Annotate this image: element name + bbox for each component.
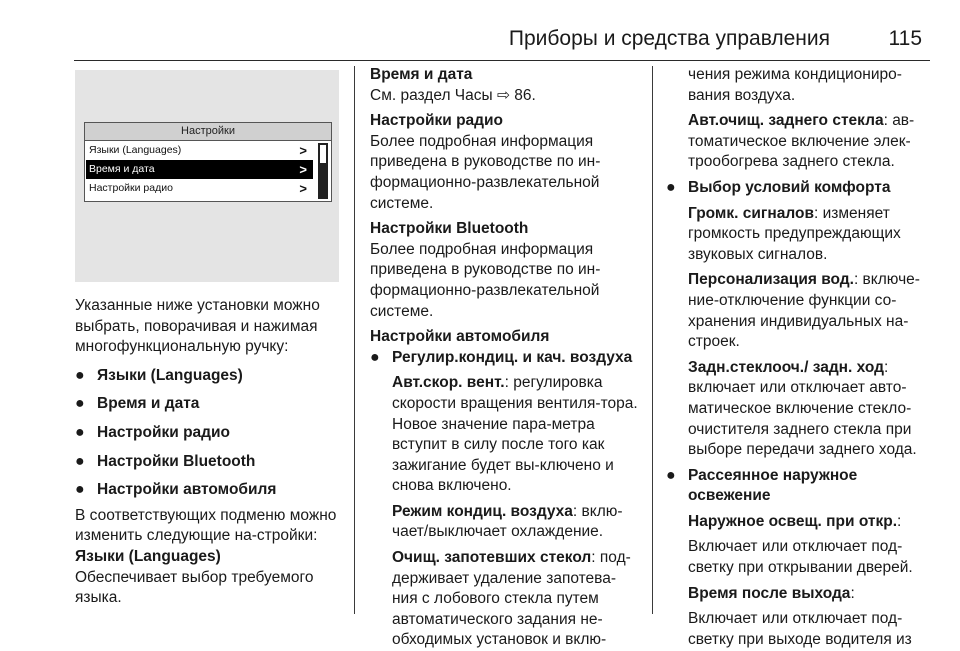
column-1 — [75, 70, 347, 609]
bullet-icon: ● — [370, 348, 380, 366]
chevron-right-icon: > — [299, 143, 307, 158]
submenu-text: В соответствующих подменю можно изменить следующие на-стройки: — [75, 506, 337, 545]
section-text: Обеспечивает выбор требуемого языка. — [75, 568, 314, 607]
settings-menu-item-selected: Время и дата > — [86, 160, 313, 179]
setting-description: Включает или отключает под-светку при открывании дверей. — [688, 538, 913, 577]
section-heading: Время и дата — [370, 66, 473, 83]
list-item: ● Выбор условий комфорта — [666, 178, 936, 199]
bullet-icon: ● — [75, 481, 85, 499]
setting-label: Время после выхода: — [688, 584, 855, 602]
settings-menu-title: Настройки — [85, 123, 331, 141]
section-heading: Языки (Languages) — [75, 547, 221, 565]
page-number: 115 — [888, 27, 922, 50]
setting-description: чения режима кондициониро-вания воздуха. — [688, 66, 902, 104]
list-item: ● Настройки Bluetooth — [75, 452, 347, 473]
setting-description: Режим кондиц. воздуха: вклю-чает/выключает охлаждение. — [392, 502, 623, 541]
page-header — [60, 26, 930, 60]
header-divider — [74, 60, 930, 61]
bullet-icon: ● — [75, 366, 85, 384]
section-text: Более подробная информация приведена в руководстве по ин-формационно-развлекательной системе. — [370, 132, 601, 212]
settings-menu-panel — [84, 122, 332, 202]
bullet-icon: ● — [75, 395, 85, 413]
settings-menu-item: Настройки радио > — [89, 181, 307, 196]
list-item: ● Рассеянное наружное освежение — [666, 466, 936, 507]
section-text: См. раздел Часы ⇨ 86. — [370, 86, 536, 104]
setting-description: Задн.стеклооч./ задн. ход: включает или отключает авто-матическое включение стекло-очистителя заднего стекла при выборе передачи заднего хода. — [688, 358, 917, 459]
section-heading: Настройки Bluetooth — [370, 220, 529, 238]
list-item: ● Время и дата — [75, 394, 347, 415]
setting-description: Персонализация вод.: включе-ние-отключение функции со-хранения индивидуальных на-строек. — [688, 271, 920, 351]
section-heading: Настройки радио — [370, 112, 504, 130]
bullet-icon: ● — [75, 452, 85, 470]
setting-label: Наружное освещ. при откр.: — [688, 512, 902, 530]
bullet-icon: ● — [75, 423, 85, 441]
scrollbar-thumb — [320, 145, 326, 163]
list-item: ● Регулир.кондиц. и кач. воздуха — [370, 348, 640, 369]
settings-screenshot — [75, 70, 339, 282]
section-heading: Настройки автомобиля — [370, 328, 550, 346]
list-item: ● Настройки автомобиля — [75, 480, 347, 501]
setting-description: Авт.скор. вент.: регулировка скорости вращения вентиля-тора. Новое значение пара-метра вступит в силу после того как зажигание будет вы-ключено и снова включено. — [392, 374, 638, 495]
setting-description: Очищ. запотевших стекол: под-держивает удаление запотева-ния с лобового стекла путем автоматического задания не-обходимых установок и вклю- — [392, 549, 631, 649]
bullet-icon: ● — [666, 466, 676, 484]
chevron-right-icon: > — [299, 162, 307, 177]
column-divider — [652, 66, 653, 614]
intro-text: Указанные ниже установки можно выбрать, поворачивая и нажимая многофункциональную ручку: — [75, 297, 320, 356]
page-title: Приборы и средства управления — [508, 27, 830, 50]
list-item: ● Настройки радио — [75, 423, 347, 444]
column-divider — [354, 66, 355, 614]
chevron-right-icon: > — [299, 181, 307, 196]
bullet-icon: ● — [666, 178, 676, 196]
scrollbar — [318, 143, 328, 199]
section-text: Более подробная информация приведена в руководстве по ин-формационно-развлекательной системе. — [370, 240, 601, 320]
setting-description: Включает или отключает под-светку при выходе водителя из — [688, 610, 912, 648]
arrow-right-icon: ⇨ — [496, 86, 510, 104]
list-item: ● Языки (Languages) — [75, 366, 347, 387]
setting-description: Авт.очищ. заднего стекла: ав-томатическое включение элек-трообогрева заднего стекла. — [688, 112, 915, 171]
column-3 — [666, 65, 936, 650]
setting-description: Громк. сигналов: изменяет громкость предупреждающих звуковых сигналов. — [688, 204, 901, 263]
column-2 — [370, 65, 640, 651]
settings-menu-item: Языки (Languages) > — [89, 143, 307, 158]
